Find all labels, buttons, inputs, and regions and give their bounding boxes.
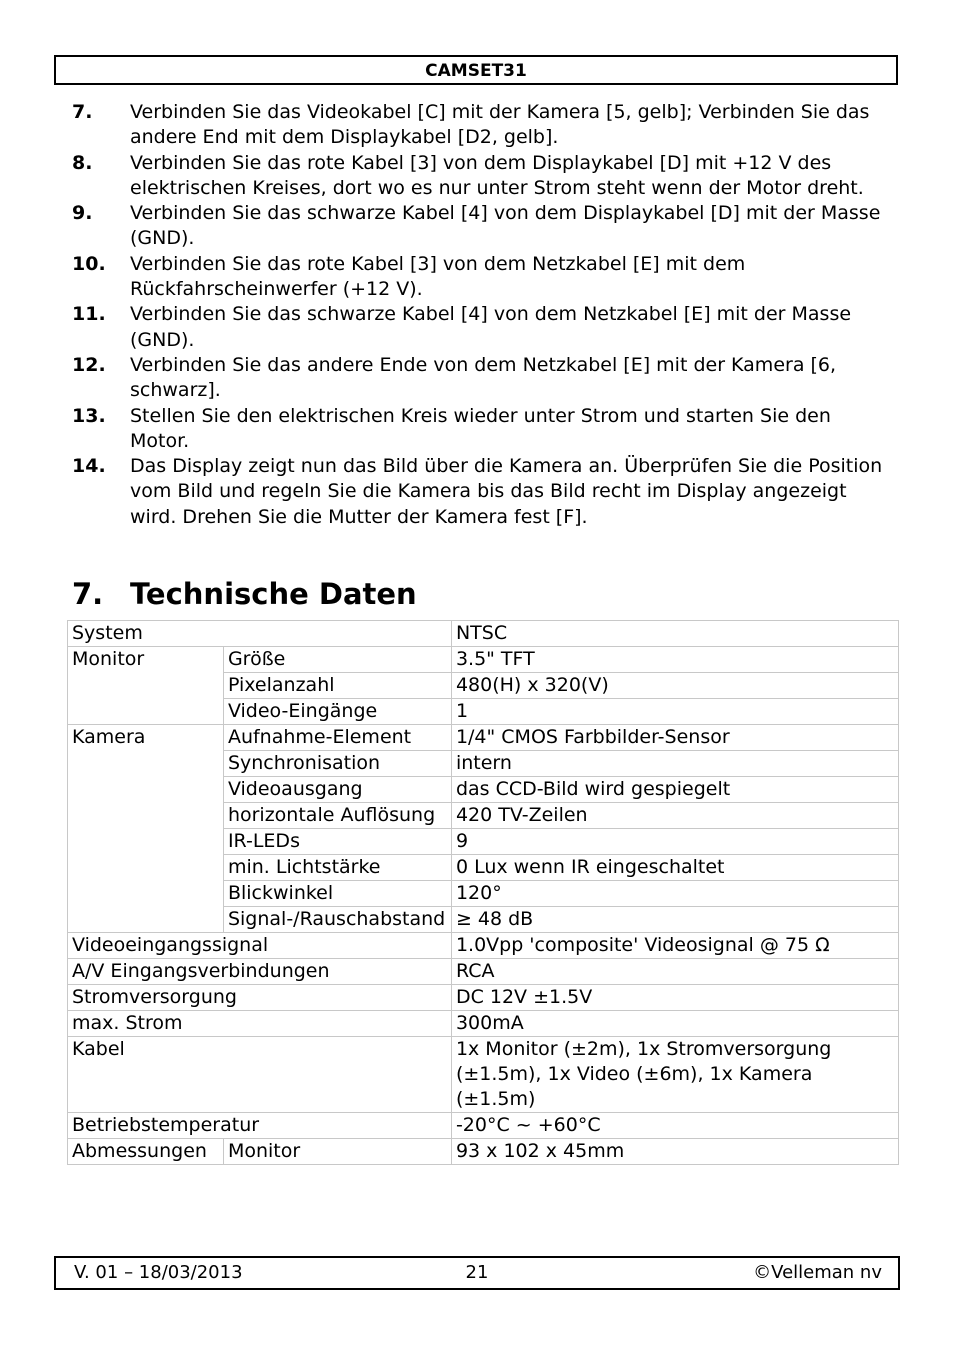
spec-value: ≥ 48 dB — [451, 907, 898, 933]
spec-label: Signal-/Rauschabstand — [223, 907, 451, 933]
spec-label: Monitor — [223, 1139, 451, 1165]
list-item — [72, 353, 892, 404]
step-text: Verbinden Sie das schwarze Kabel [4] von dem Netzkabel [E] mit der Masse (GND). — [130, 303, 852, 351]
step-number: 13. — [72, 404, 106, 427]
step-text: Verbinden Sie das rote Kabel [3] von dem Displaykabel [D] mit +12 V des elektrischen Kreises, dort wo es nur unter Strom steht wenn der Motor dreht. — [130, 151, 864, 199]
spec-group-label: Monitor — [68, 647, 224, 725]
spec-value: das CCD-Bild wird gespiegelt — [451, 777, 898, 803]
spec-label: Stromversorgung — [68, 985, 452, 1011]
list-item — [72, 151, 892, 202]
spec-group-label: Kamera — [68, 725, 224, 933]
spec-value: intern — [451, 751, 898, 777]
spec-label: Videoeingangssignal — [68, 933, 452, 959]
spec-label: Betriebstemperatur — [68, 1113, 452, 1139]
step-text: Stellen Sie den elektrischen Kreis wieder unter Strom und starten Sie den Motor. — [130, 404, 831, 452]
spec-value: 1 — [451, 699, 898, 725]
spec-label: Video-Eingänge — [223, 699, 451, 725]
spec-label: A/V Eingangsverbindungen — [68, 959, 452, 985]
spec-value: 300mA — [451, 1011, 898, 1037]
table-row — [68, 647, 899, 673]
step-text: Das Display zeigt nun das Bild über die Kamera an. Überprüfen Sie die Position vom Bild und regeln Sie die Kamera bis das Bild recht im Display angezeigt wird. Drehen Sie die Mutter der Kamera fest [F]. — [130, 455, 883, 528]
spec-value: RCA — [451, 959, 898, 985]
spec-label: Größe — [223, 647, 451, 673]
list-item — [72, 252, 892, 303]
table-row — [68, 621, 899, 647]
spec-label: max. Strom — [68, 1011, 452, 1037]
spec-table — [67, 620, 899, 1165]
table-row — [68, 959, 899, 985]
section-heading — [72, 574, 417, 614]
spec-label: Aufnahme-Element — [223, 725, 451, 751]
list-item — [72, 100, 892, 151]
spec-value: 1x Monitor (±2m), 1x Stromversorgung (±1.5m), 1x Video (±6m), 1x Kamera (±1.5m) — [451, 1037, 898, 1113]
page-footer — [54, 1256, 900, 1290]
spec-value: 93 x 102 x 45mm — [451, 1139, 898, 1165]
page-number: 21 — [465, 1262, 489, 1283]
table-row — [68, 1139, 899, 1165]
step-text: Verbinden Sie das andere Ende von dem Netzkabel [E] mit der Kamera [6, schwarz]. — [130, 353, 837, 402]
table-row — [68, 985, 899, 1011]
version-date: V. 01 – 18/03/2013 — [74, 1262, 243, 1283]
spec-value: 1/4" CMOS Farbbilder-Sensor — [451, 725, 898, 751]
spec-value: 1.0Vpp 'composite' Videosignal @ 75 Ω — [451, 933, 898, 959]
spec-value: 420 TV-Zeilen — [451, 803, 898, 829]
page-header — [54, 55, 898, 85]
copyright: ©Velleman nv — [753, 1262, 882, 1283]
spec-value: DC 12V ±1.5V — [451, 985, 898, 1011]
spec-value: NTSC — [451, 621, 898, 647]
list-item — [72, 201, 892, 252]
step-number: 10. — [72, 252, 106, 275]
spec-value: -20°C ~ +60°C — [451, 1113, 898, 1139]
step-number: 9. — [72, 202, 93, 225]
spec-label: Pixelanzahl — [223, 673, 451, 699]
spec-label: Videoausgang — [223, 777, 451, 803]
spec-label: horizontale Auflösung — [223, 803, 451, 829]
spec-label: Synchronisation — [223, 751, 451, 777]
table-row — [68, 1113, 899, 1139]
step-number: 12. — [72, 353, 106, 376]
step-number: 11. — [72, 303, 106, 326]
spec-group-label: Abmessungen — [68, 1139, 224, 1165]
spec-value: 3.5" TFT — [451, 647, 898, 673]
step-number: 8. — [72, 151, 93, 174]
table-row — [68, 1011, 899, 1037]
step-text: Verbinden Sie das rote Kabel [3] von dem Netzkabel [E] mit dem Rückfahrscheinwerfer (+12 V). — [130, 252, 746, 301]
step-number: 7. — [72, 101, 93, 123]
spec-value: 120° — [451, 881, 898, 907]
document-title: CAMSET31 — [425, 61, 527, 81]
step-text: Verbinden Sie das Videokabel [C] mit der Kamera [5, gelb]; Verbinden Sie das andere End mit dem Displaykabel [D2, gelb]. — [130, 101, 870, 149]
installation-steps — [72, 100, 892, 530]
section-number: 7. — [72, 577, 104, 611]
list-item — [72, 454, 892, 530]
spec-label: Kabel — [68, 1037, 452, 1113]
spec-value: 9 — [451, 829, 898, 855]
spec-value: 480(H) x 320(V) — [451, 673, 898, 699]
table-row — [68, 1037, 899, 1113]
table-row — [68, 933, 899, 959]
spec-label: Blickwinkel — [223, 881, 451, 907]
table-row — [68, 725, 899, 751]
list-item — [72, 404, 892, 455]
spec-value: 0 Lux wenn IR eingeschaltet — [451, 855, 898, 881]
spec-label: IR-LEDs — [223, 829, 451, 855]
list-item — [72, 302, 892, 353]
section-title: Technische Daten — [130, 577, 417, 611]
step-text: Verbinden Sie das schwarze Kabel [4] von dem Displaykabel [D] mit der Masse (GND). — [130, 202, 881, 250]
spec-label: System — [68, 621, 452, 647]
spec-label: min. Lichtstärke — [223, 855, 451, 881]
step-number: 14. — [72, 455, 106, 478]
